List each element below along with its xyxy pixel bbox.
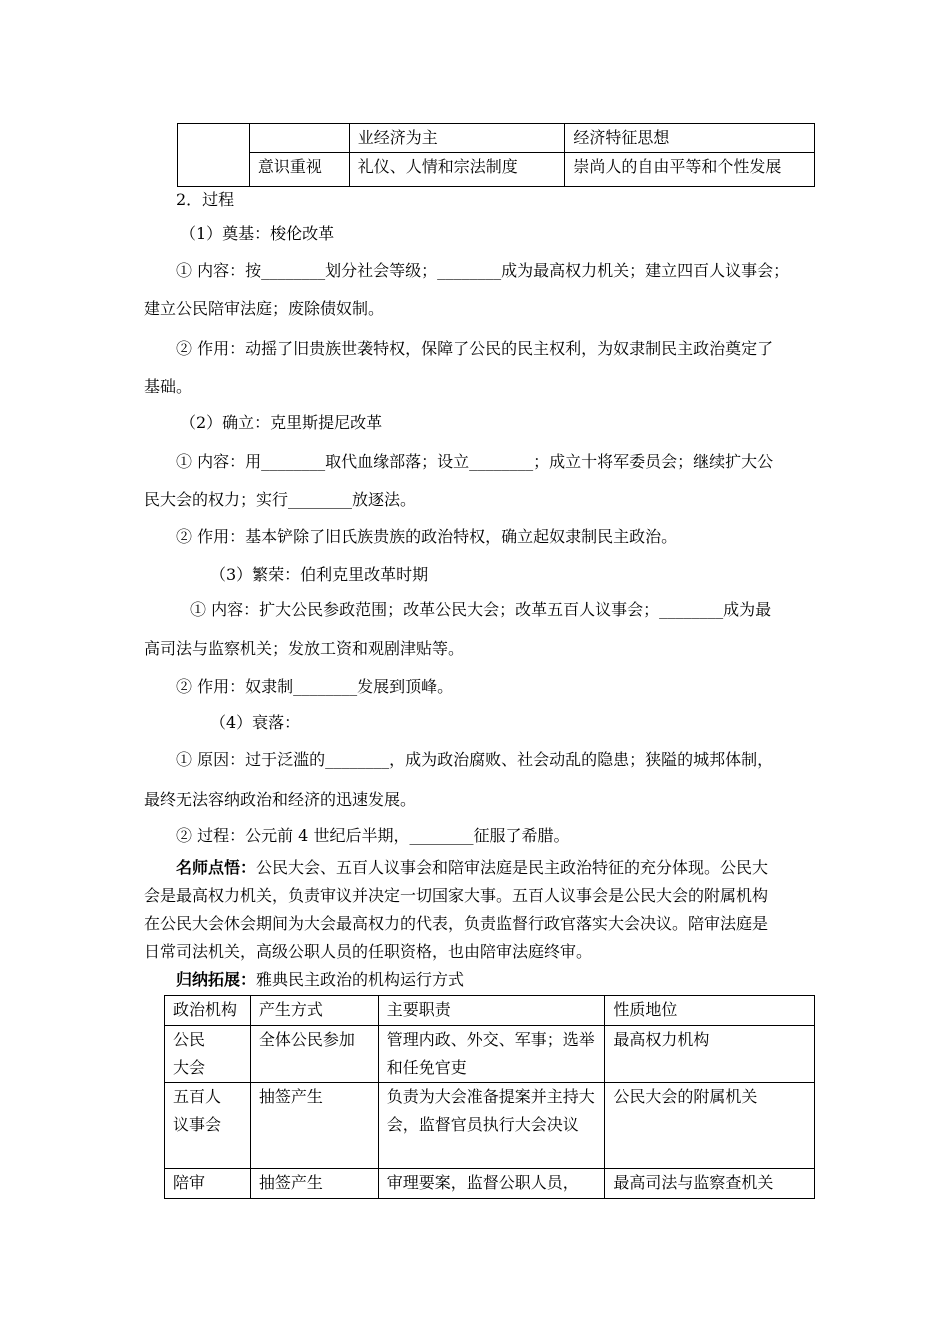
table-row xyxy=(165,1083,815,1169)
paragraph-line: ① 原因：过于泛滥的________，成为政治腐败、社会动乱的隐患；狭隘的城邦体制， xyxy=(176,750,774,769)
table-header-cell: 产生方式 xyxy=(250,996,378,1026)
table-cell-method: 全体公民参加 xyxy=(250,1026,378,1083)
subsection-title: （3）繁荣：伯利克里改革时期 xyxy=(210,565,429,584)
subsection-title: （1）奠基：梭伦改革 xyxy=(180,224,335,243)
table-row xyxy=(165,1026,815,1083)
paragraph-line: 高司法与监察机关；发放工资和观剧津贴等。 xyxy=(144,639,465,658)
paragraph-line: 建立公民陪审法庭；废除债奴制。 xyxy=(144,299,385,318)
paragraph-line: ② 过程：公元前 4 世纪后半期，________征服了希腊。 xyxy=(176,826,570,845)
top-table xyxy=(177,123,815,187)
extension-heading xyxy=(176,968,464,992)
paragraph-line: ② 作用：基本铲除了旧氏族贵族的政治特权，确立起奴隶制民主政治。 xyxy=(176,527,678,546)
paragraph-line: 在公民大会休会期间为大会最高权力的代表，负责监督行政官落实大会决议。陪审法庭是 xyxy=(144,914,769,933)
table-cell-status: 公民大会的附属机关 xyxy=(605,1083,815,1169)
paragraph-line: 会是最高权力机关，负责审议并决定一切国家大事。五百人议事会是公民大会的附属机构 xyxy=(144,886,769,905)
table-cell-duty: 管理内政、外交、军事；选举和任免官吏 xyxy=(378,1026,605,1083)
tip-text: 公民大会、五百人议事会和陪审法庭是民主政治特征的充分体现。公民大 xyxy=(256,858,769,877)
table-cell-org: 公民 大会 xyxy=(165,1026,251,1083)
extension-label: 归纳拓展： xyxy=(176,970,257,989)
table-header-cell: 政治机构 xyxy=(165,996,251,1026)
paragraph-line: 最终无法容纳政治和经济的迅速发展。 xyxy=(144,790,417,809)
institutions-table xyxy=(164,995,815,1199)
paragraph-line: 民大会的权力；实行________放逐法。 xyxy=(144,490,417,509)
paragraph-line: ② 作用：动摇了旧贵族世袭特权，保障了公民的民主权利，为奴隶制民主政治奠定了 xyxy=(176,339,774,358)
section-heading: 2．过程 xyxy=(176,190,235,209)
table-cell-duty: 负责为大会准备提案并主持大会，监督官员执行大会决议 xyxy=(378,1083,605,1169)
paragraph-line: ① 内容：扩大公民参政范围；改革公民大会；改革五百人议事会；________成为最 xyxy=(190,600,772,619)
paragraph-line: ① 内容：按________划分社会等级；________成为最高权力机关；建立四百人议事会； xyxy=(176,261,790,280)
table-row xyxy=(165,1169,815,1199)
tip-paragraph xyxy=(176,856,768,880)
tip-label: 名师点悟： xyxy=(176,858,257,877)
extension-title: 雅典民主政治的机构运行方式 xyxy=(256,970,465,989)
top-table-cell xyxy=(249,124,349,153)
top-table-cell: 崇尚人的自由平等和个性发展 xyxy=(565,153,815,187)
paragraph-line: ② 作用：奴隶制________发展到顶峰。 xyxy=(176,677,454,696)
table-cell-method: 抽签产生 xyxy=(250,1083,378,1169)
table-cell-org: 五百人 议事会 xyxy=(165,1083,251,1169)
table-cell-status: 最高司法与监察查机关 xyxy=(605,1169,815,1199)
top-table-cell xyxy=(178,124,250,187)
top-table-cell: 经济特征思想 xyxy=(565,124,815,153)
top-table-cell: 礼仪、人情和宗法制度 xyxy=(349,153,565,187)
subsection-title: （2）确立：克里斯提尼改革 xyxy=(180,413,383,432)
table-cell-method: 抽签产生 xyxy=(250,1169,378,1199)
table-cell-duty: 审理要案，监督公职人员， xyxy=(378,1169,605,1199)
top-table-cell: 业经济为主 xyxy=(349,124,565,153)
paragraph-line: ① 内容：用________取代血缘部落；设立________；成立十将军委员会；继续扩大公 xyxy=(176,452,774,471)
paragraph-line: 日常司法机关，高级公职人员的任职资格，也由陪审法庭终审。 xyxy=(144,942,593,961)
table-header-cell: 性质地位 xyxy=(605,996,815,1026)
top-table-cell: 意识重视 xyxy=(249,153,349,187)
paragraph-line: 基础。 xyxy=(144,377,193,396)
table-header-cell: 主要职责 xyxy=(378,996,605,1026)
table-cell-org: 陪审 xyxy=(165,1169,251,1199)
subsection-title: （4）衰落： xyxy=(210,713,301,732)
table-cell-status: 最高权力机构 xyxy=(605,1026,815,1083)
